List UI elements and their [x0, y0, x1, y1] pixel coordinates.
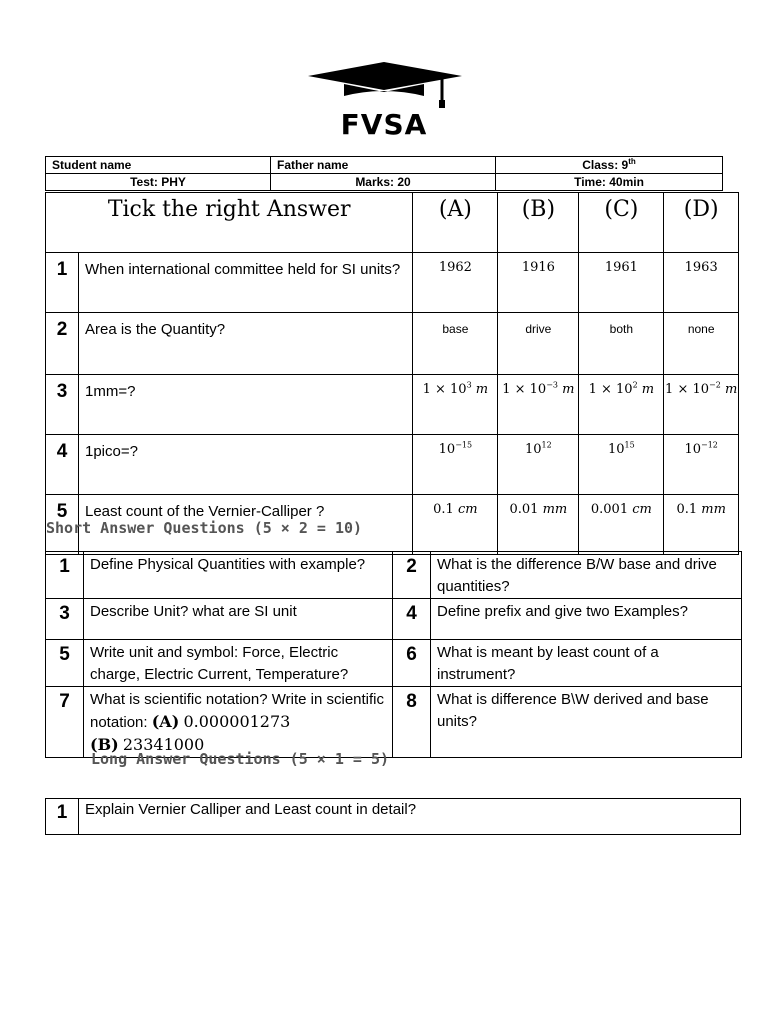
class-sup: th: [628, 157, 636, 166]
question-number: 4: [46, 435, 79, 495]
question-number: 6: [393, 640, 431, 687]
question-text: What is scientific notation? Write in scientific notation: (A) 0.000001273 (B) 23341000: [84, 687, 393, 758]
question-number: 1: [46, 799, 79, 835]
question-number: 4: [393, 599, 431, 640]
question-number: 3: [46, 599, 84, 640]
option-d[interactable]: 1963: [664, 253, 739, 313]
time-cell: [496, 174, 723, 191]
option-d[interactable]: $10^{-12}$: [664, 435, 739, 495]
question-number: 7: [46, 687, 84, 758]
question-text: Describe Unit? what are SI unit: [84, 599, 393, 640]
short-row-4: [46, 687, 742, 758]
student-name-label: Student name: [52, 158, 132, 172]
option-header-a: (A): [413, 193, 498, 253]
class-label: Class: 9: [582, 158, 629, 172]
option-c[interactable]: 0.001 cm: [579, 495, 664, 555]
option-c[interactable]: $1 \times 10^2$ m: [579, 375, 664, 435]
question-text: Define prefix and give two Examples?: [431, 599, 742, 640]
option-b[interactable]: 1916: [498, 253, 579, 313]
option-b[interactable]: drive: [498, 313, 579, 375]
option-b[interactable]: $10^{12}$: [498, 435, 579, 495]
option-d[interactable]: $1 \times 10^{-2}$ m: [664, 375, 739, 435]
mcq-row-3: [46, 375, 739, 435]
question-text: What is meant by least count of a instrument?: [431, 640, 742, 687]
mcq-row-4: [46, 435, 739, 495]
question-text: When international committee held for SI units?: [79, 253, 413, 313]
short-answer-table: [45, 551, 742, 758]
marks-cell: [271, 174, 496, 191]
question-number: 1: [46, 552, 84, 599]
option-header-c: (C): [579, 193, 664, 253]
school-logo: [300, 56, 468, 146]
class-cell: [496, 157, 723, 174]
option-b[interactable]: $1 \times 10^{-3}$ m: [498, 375, 579, 435]
mcq-title: Tick the right Answer: [46, 193, 413, 253]
question-text: 1mm=?: [79, 375, 413, 435]
question-text: What is the difference B/W base and drive quantities?: [431, 552, 742, 599]
question-text: What is difference B\W derived and base units?: [431, 687, 742, 758]
father-name-cell: [271, 157, 496, 174]
long-answer-table: [45, 798, 741, 835]
option-a[interactable]: $1 \times 10^3$ m: [413, 375, 498, 435]
question-text: Explain Vernier Calliper and Least count in detail?: [79, 799, 741, 835]
student-name-cell: [46, 157, 271, 174]
question-text: Write unit and symbol: Force, Electric charge, Electric Current, Temperature?: [84, 640, 393, 687]
option-d[interactable]: 0.1 mm: [664, 495, 739, 555]
question-number: 1: [46, 253, 79, 313]
question-number: 3: [46, 375, 79, 435]
question-text: Define Physical Quantities with example?: [84, 552, 393, 599]
short-row-1: [46, 552, 742, 599]
option-c[interactable]: 1961: [579, 253, 664, 313]
option-header-b: (B): [498, 193, 579, 253]
short-answer-heading: Short Answer Questions (5 × 2 = 10): [46, 519, 363, 537]
question-number: 2: [393, 552, 431, 599]
question-text: Area is the Quantity?: [79, 313, 413, 375]
question-number: 5: [46, 495, 79, 555]
mcq-table: [45, 192, 739, 555]
option-a[interactable]: base: [413, 313, 498, 375]
long-row-1: [46, 799, 741, 835]
short-row-2: [46, 599, 742, 640]
mcq-row-2: [46, 313, 739, 375]
option-c[interactable]: both: [579, 313, 664, 375]
question-text: Least count of the Vernier-Calliper ?: [79, 495, 413, 555]
option-a[interactable]: $10^{-15}$: [413, 435, 498, 495]
marks-label: Marks: 20: [355, 175, 411, 189]
option-a[interactable]: 1962: [413, 253, 498, 313]
option-c[interactable]: $10^{15}$: [579, 435, 664, 495]
option-d[interactable]: none: [664, 313, 739, 375]
option-header-d: (D): [664, 193, 739, 253]
mcq-row-1: [46, 253, 739, 313]
question-number: 5: [46, 640, 84, 687]
short-row-3: [46, 640, 742, 687]
long-answer-heading: Long Answer Questions (5 × 1 = 5): [91, 750, 390, 768]
graduation-cap-icon: [300, 56, 468, 112]
question-number: 2: [46, 313, 79, 375]
time-label: Time: 40min: [574, 175, 644, 189]
option-b[interactable]: 0.01 mm: [498, 495, 579, 555]
logo-text: FVSA: [340, 108, 428, 141]
father-name-label: Father name: [277, 158, 349, 172]
student-info-table: [45, 156, 723, 191]
question-number: 8: [393, 687, 431, 758]
test-label: Test: PHY: [130, 175, 186, 189]
test-cell: [46, 174, 271, 191]
option-a[interactable]: 0.1 cm: [413, 495, 498, 555]
question-text: 1pico=?: [79, 435, 413, 495]
